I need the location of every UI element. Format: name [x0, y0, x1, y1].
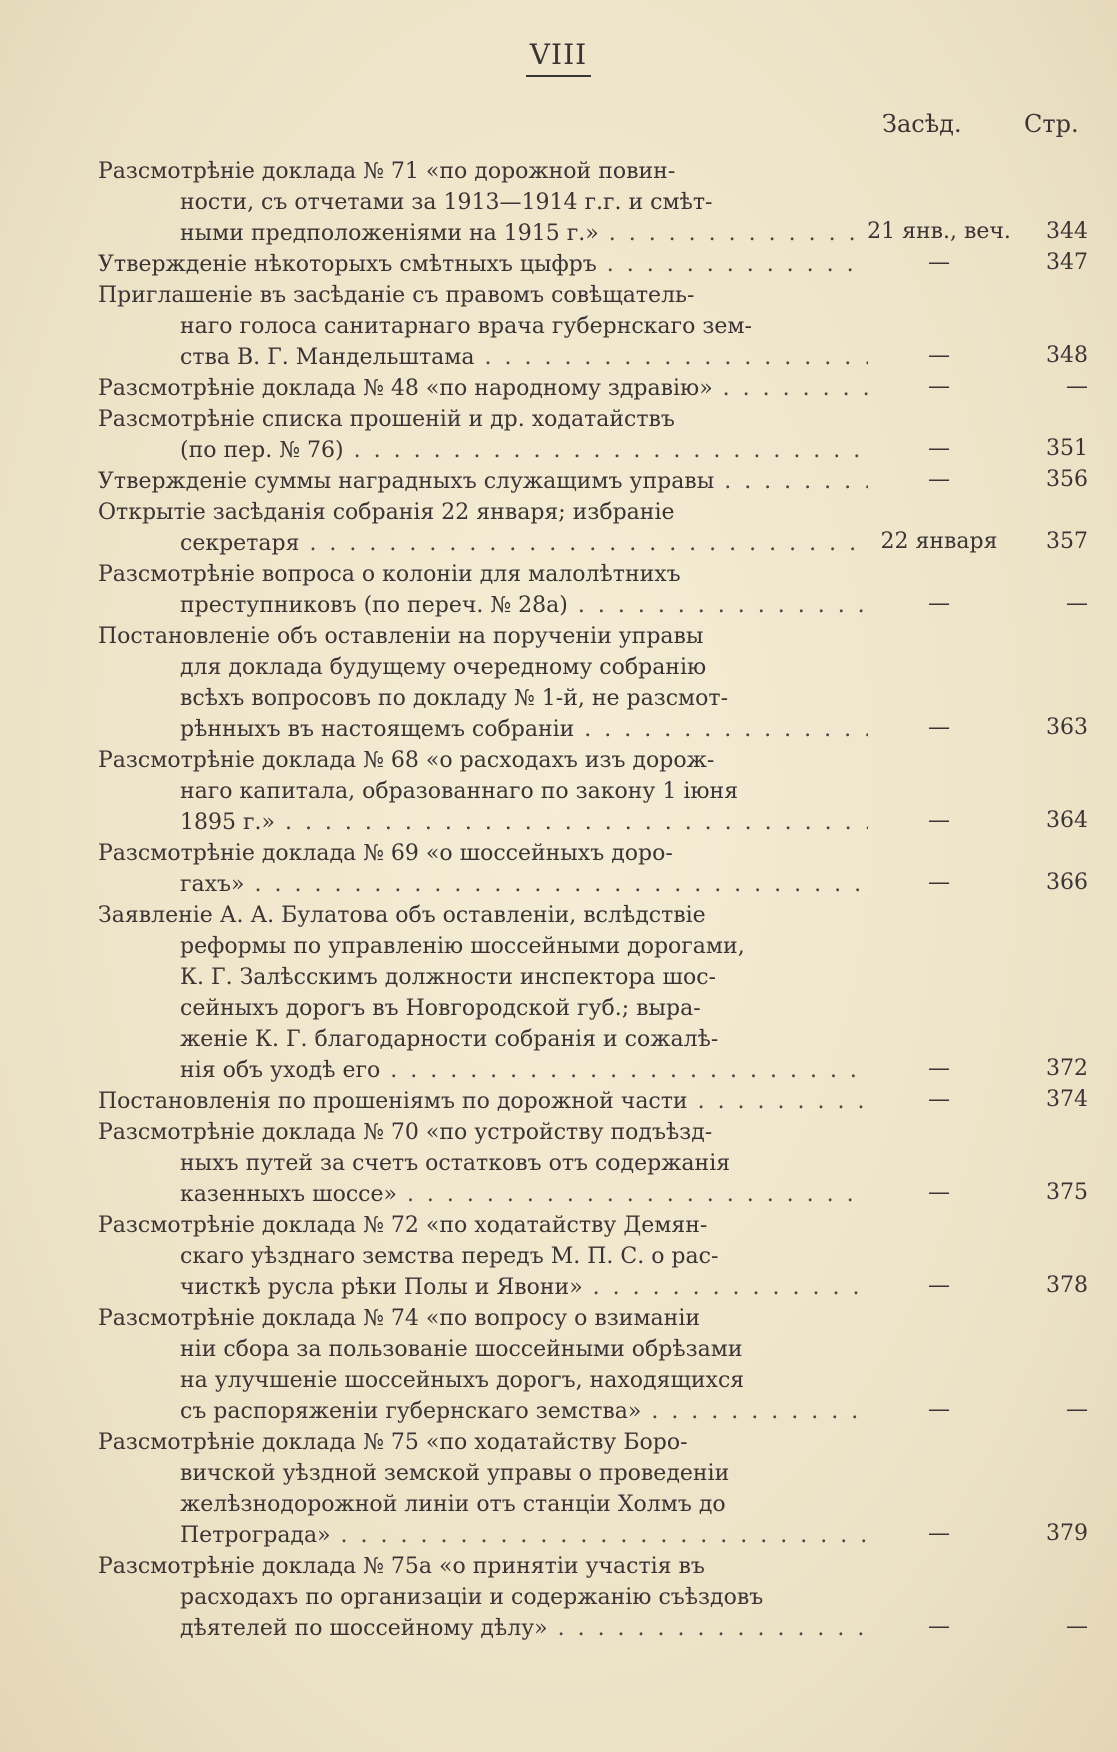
entry-text: [98, 745, 868, 838]
entry-line: всѣхъ вопросовъ по докладу № 1-й, не разсмот-: [180, 686, 729, 711]
entry-sitting: —: [928, 715, 950, 740]
toc-entry: [98, 745, 1088, 838]
entry-line: Приглашеніе въ засѣданіе съ правомъ совѣщатель-: [98, 283, 695, 308]
entry-line: реформы по управленію шоссейными дорогами,: [180, 934, 745, 959]
toc-entry: [98, 559, 1088, 621]
entry-page: 351: [1046, 436, 1088, 461]
entry-text: [98, 900, 868, 1086]
entry-line: Открытіе засѣданія собранія 22 января; избраніе: [98, 500, 675, 525]
entry-page: 357: [1046, 529, 1088, 554]
entry-line: Разсмотрѣніе доклада № 75а «о принятіи участія въ: [98, 1554, 705, 1579]
entry-sitting: —: [928, 808, 950, 833]
entry-line: чисткѣ русла рѣки Полы и Явони» . . .: [98, 1272, 868, 1303]
entry-text: [98, 559, 868, 621]
entry-sitting: —: [928, 1521, 950, 1546]
entry-sitting: —: [928, 374, 950, 399]
entry-page: 378: [1046, 1273, 1088, 1298]
toc-entry: [98, 1551, 1088, 1644]
entry-line: наго капитала, образованнаго по закону 1 іюня: [180, 779, 739, 804]
entry-sitting: —: [928, 1273, 950, 1298]
entry-line: (по пер. № 76) . . .: [98, 435, 868, 466]
entry-page: 363: [1046, 715, 1088, 740]
entry-line: для доклада будущему очередному собранію: [180, 655, 707, 680]
entry-line: съ распоряженіи губернскаго земства» . . .: [98, 1396, 868, 1427]
entry-line: Заявленіе А. А. Булатова объ оставленіи, вслѣдствіе: [98, 903, 706, 928]
entry-text: [98, 1427, 868, 1551]
entry-line: ности, съ отчетами за 1913—1914 г.г. и смѣт-: [180, 190, 713, 215]
entry-page: 372: [1046, 1056, 1088, 1081]
toc-entry: [98, 280, 1088, 373]
entry-sitting: —: [928, 467, 950, 492]
entry-line: 1895 г.» . . .: [98, 807, 868, 838]
entry-sitting: —: [928, 1087, 950, 1112]
entry-page: 344: [1046, 219, 1088, 244]
entry-sitting: —: [928, 343, 950, 368]
entry-line: желѣзнодорожной линіи отъ станціи Холмъ до: [180, 1492, 726, 1517]
entry-text: [98, 466, 868, 497]
entry-line: Разсмотрѣніе вопроса о колоніи для малолѣтнихъ: [98, 562, 681, 587]
entry-text: [98, 156, 868, 249]
entry-text: [98, 1086, 868, 1117]
entry-line: наго голоса санитарнаго врача губернскаго зем-: [180, 314, 752, 339]
entry-text: [98, 280, 868, 373]
entry-line: Разсмотрѣніе доклада № 68 «о расходахъ изъ дорож-: [98, 748, 715, 773]
entry-page: 374: [1046, 1087, 1088, 1112]
entry-page: —: [1066, 374, 1088, 399]
entry-sitting: —: [928, 591, 950, 616]
entry-line: Разсмотрѣніе доклада № 48 «по народному здравію» . . .: [98, 373, 868, 404]
toc-entry: [98, 466, 1088, 497]
entry-page: 379: [1046, 1521, 1088, 1546]
entry-line: Разсмотрѣніе доклада № 69 «о шоссейныхъ доро-: [98, 841, 673, 866]
entry-page: 347: [1046, 250, 1088, 275]
entry-line: гахъ» . . .: [98, 869, 868, 900]
entry-sitting: —: [928, 1397, 950, 1422]
entry-page: 364: [1046, 808, 1088, 833]
entry-page: 375: [1046, 1180, 1088, 1205]
entry-text: [98, 1210, 868, 1303]
entry-sitting: 22 января: [880, 529, 998, 554]
entry-text: [98, 621, 868, 745]
entry-line: К. Г. Залѣсскимъ должности инспектора шос-: [180, 965, 716, 990]
entry-text: [98, 838, 868, 900]
entry-line: на улучшеніе шоссейныхъ дорогъ, находящихся: [180, 1368, 745, 1393]
entry-line: Разсмотрѣніе доклада № 70 «по устройству подъѣзд-: [98, 1120, 713, 1145]
entry-line: ніи сбора за пользованіе шоссейными обрѣзами: [180, 1337, 743, 1362]
toc-entry: [98, 497, 1088, 559]
entry-line: вичской уѣздной земской управы о проведеніи: [180, 1461, 730, 1486]
column-headers: [0, 110, 1117, 150]
entry-sitting: —: [928, 1180, 950, 1205]
entry-line: Постановленіе объ оставленіи на порученіи управы: [98, 624, 704, 649]
table-of-contents: [98, 156, 1088, 1644]
entry-text: [98, 1551, 868, 1644]
entry-line: Разсмотрѣніе списка прошеній и др. ходатайствъ: [98, 407, 675, 432]
entry-sitting: —: [928, 1614, 950, 1639]
entry-page: —: [1066, 591, 1088, 616]
entry-line: ныхъ путей за счетъ остатковъ отъ содержанія: [180, 1151, 731, 1176]
entry-sitting: —: [928, 870, 950, 895]
entry-page: 356: [1046, 467, 1088, 492]
entry-line: расходахъ по организаціи и содержанію съѣздовъ: [180, 1585, 764, 1610]
entry-line: Разсмотрѣніе доклада № 71 «по дорожной повин-: [98, 159, 676, 184]
toc-entry: [98, 1086, 1088, 1117]
entry-page: 366: [1046, 870, 1088, 895]
entry-line: Петрограда» . . .: [98, 1520, 868, 1551]
toc-entry: [98, 621, 1088, 745]
toc-entry: [98, 404, 1088, 466]
entry-text: [98, 373, 868, 404]
entry-line: сейныхъ дорогъ въ Новгородской губ.; выра-: [180, 996, 701, 1021]
entry-text: [98, 497, 868, 559]
entry-page: —: [1066, 1397, 1088, 1422]
entry-line: скаго уѣзднаго земства передъ М. П. С. о рас-: [180, 1244, 719, 1269]
toc-entry: [98, 1303, 1088, 1427]
entry-line: Утвержденіе нѣкоторыхъ смѣтныхъ цыфръ . . .: [98, 249, 868, 280]
entry-line: Утвержденіе суммы наградныхъ служащимъ управы . . .: [98, 466, 868, 497]
entry-line: Разсмотрѣніе доклада № 74 «по вопросу о взиманіи: [98, 1306, 701, 1331]
entry-text: [98, 1117, 868, 1210]
sitting-column-header: Засѣд.: [882, 110, 962, 138]
toc-entry: [98, 249, 1088, 280]
entry-line: секретаря . . .: [98, 528, 868, 559]
entry-line: ства В. Г. Мандельштама . . .: [98, 342, 868, 373]
entry-line: дѣятелей по шоссейному дѣлу» . . .: [98, 1613, 868, 1644]
entry-line: казенныхъ шоссе» . . .: [98, 1179, 868, 1210]
toc-entry: [98, 838, 1088, 900]
toc-entry: [98, 1210, 1088, 1303]
entry-text: [98, 1303, 868, 1427]
toc-entry: [98, 1117, 1088, 1210]
entry-line: рѣнныхъ въ настоящемъ собраніи . . .: [98, 714, 868, 745]
entry-page: 348: [1046, 343, 1088, 368]
entry-line: ными предположеніями на 1915 г.» . . .: [98, 218, 868, 249]
entry-line: нія объ уходѣ его . . .: [98, 1055, 868, 1086]
entry-line: Разсмотрѣніе доклада № 75 «по ходатайству Боро-: [98, 1430, 688, 1455]
entry-sitting: —: [928, 250, 950, 275]
entry-text: [98, 249, 868, 280]
page-number: VIII: [0, 38, 1117, 71]
entry-line: Разсмотрѣніе доклада № 72 «по ходатайству Демян-: [98, 1213, 708, 1238]
page-column-header: Стр.: [1024, 110, 1079, 138]
entry-sitting: —: [928, 1056, 950, 1081]
entry-text: [98, 404, 868, 466]
entry-line: женіе К. Г. благодарности собранія и сожалѣ-: [180, 1027, 719, 1052]
entry-line: Постановленія по прошеніямъ по дорожной части . . .: [98, 1086, 868, 1117]
toc-entry: [98, 900, 1088, 1086]
toc-entry: [98, 1427, 1088, 1551]
entry-line: преступниковъ (по переч. № 28а) . . .: [98, 590, 868, 621]
toc-entry: [98, 156, 1088, 249]
entry-page: —: [1066, 1614, 1088, 1639]
toc-entry: [98, 373, 1088, 404]
entry-sitting: 21 янв., веч.: [867, 219, 1011, 244]
entry-sitting: —: [928, 436, 950, 461]
